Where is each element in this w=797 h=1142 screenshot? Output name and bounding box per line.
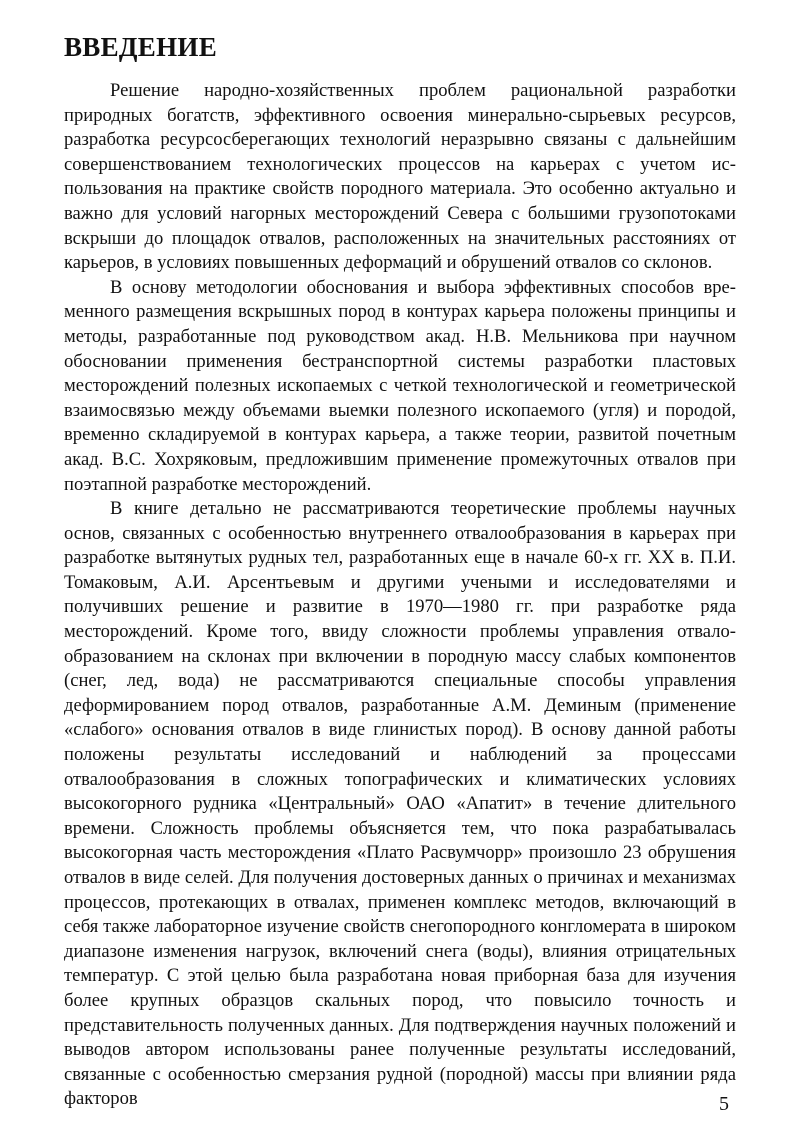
paragraph-2: В основу методологии обоснования и выбора эффективных способов временного размещения вскрышных пород в контурах карьера положены принципы и методы, разработанные под руководством акад. Н.В. Мельникова при научном обосновании применения бестранспортной системы разработки пластовых месторождений полезных ископаемых с четкой технологической и геометрической взаимосвязью между объемами выемки полезного ископаемого (угля) и породой, временно складируемой в контурах карьера, а также теории, развитой почетным акад. В.С. Хохряковым, предложившим применение промежуточных отвалов при поэтапной разработке месторождений.: [64, 276, 736, 495]
paragraph-3: В книге детально не рассматриваются теоретические проблемы научных основ, связанных с особенностью внутреннего отвалообразования в карьерах при разработке вытянутых рудных тел, разработанных еще в начале 60-х гг. XX в. П.И. Томаковым, А.И. Арсентьевым и другими учеными и исследователями и получивших решение и развитие в 1970—1980 гг. при разработке ряда месторождений. Кроме того, ввиду сложности проблемы управления отвалообразованием на склонах при включении в породную массу слабых компонентов (снег, лед, вода) не рассматриваются специальные способы управления деформированием пород отвалов, разработанные А.М. Деминым (применение «слабого» основания отвалов в виде глинистых пород). В основу данной работы положены результаты исследований и наблюдений за процессами отвалообразования в сложных топографических и климатических условиях высокогорного рудника «Центральный» ОАО «Апатит» в течение длительного времени. Сложность проблемы объясняется тем, что пока разрабатывалась высокогорная часть месторождения «Плато Расвумчорр» произошло 23 обрушения отвалов в виде селей. Для получения достоверных данных о причинах и механизмах процессов, протекающих в отвалах, применен комплекс методов, включающий в себя также лабораторное изучение свойств снегопородного конгломерата в широком диапазоне изменения нагрузок, включений снега (воды), влияния отрицательных температур. С этой целью была разработана новая приборная база для изучения более крупных образцов скальных пород, что повысило точность и представительность полученных данных. Для подтверждения научных положений и выводов автором использованы ранее полученные результаты исследований, связанные с особенностью смерзания рудной (породной) массы при влиянии ряда факторов: [64, 498, 736, 1110]
paragraph-1: Решение народно-хозяйственных проблем рациональной разработки природных богатств, эффективного освоения минерально-сырьевых ресурсов, разработка ресурсосберегающих технологий неразрывно связаны с дальнейшим совершенствованием технологических процессов на карьерах с учетом использования на практике свойств породного материала. Это особенно актуально и важно для условий нагорных месторождений Севера с большими грузопотоками вскрыши до площадок отвалов, расположенных на значительных расстояниях от карьеров, в условиях повышенных деформаций и обрушений отвалов со склонов.: [64, 80, 736, 274]
page-number: 5: [719, 1093, 729, 1115]
body-text: [64, 79, 736, 1112]
page-title: ВВЕДЕНИЕ: [64, 32, 218, 62]
